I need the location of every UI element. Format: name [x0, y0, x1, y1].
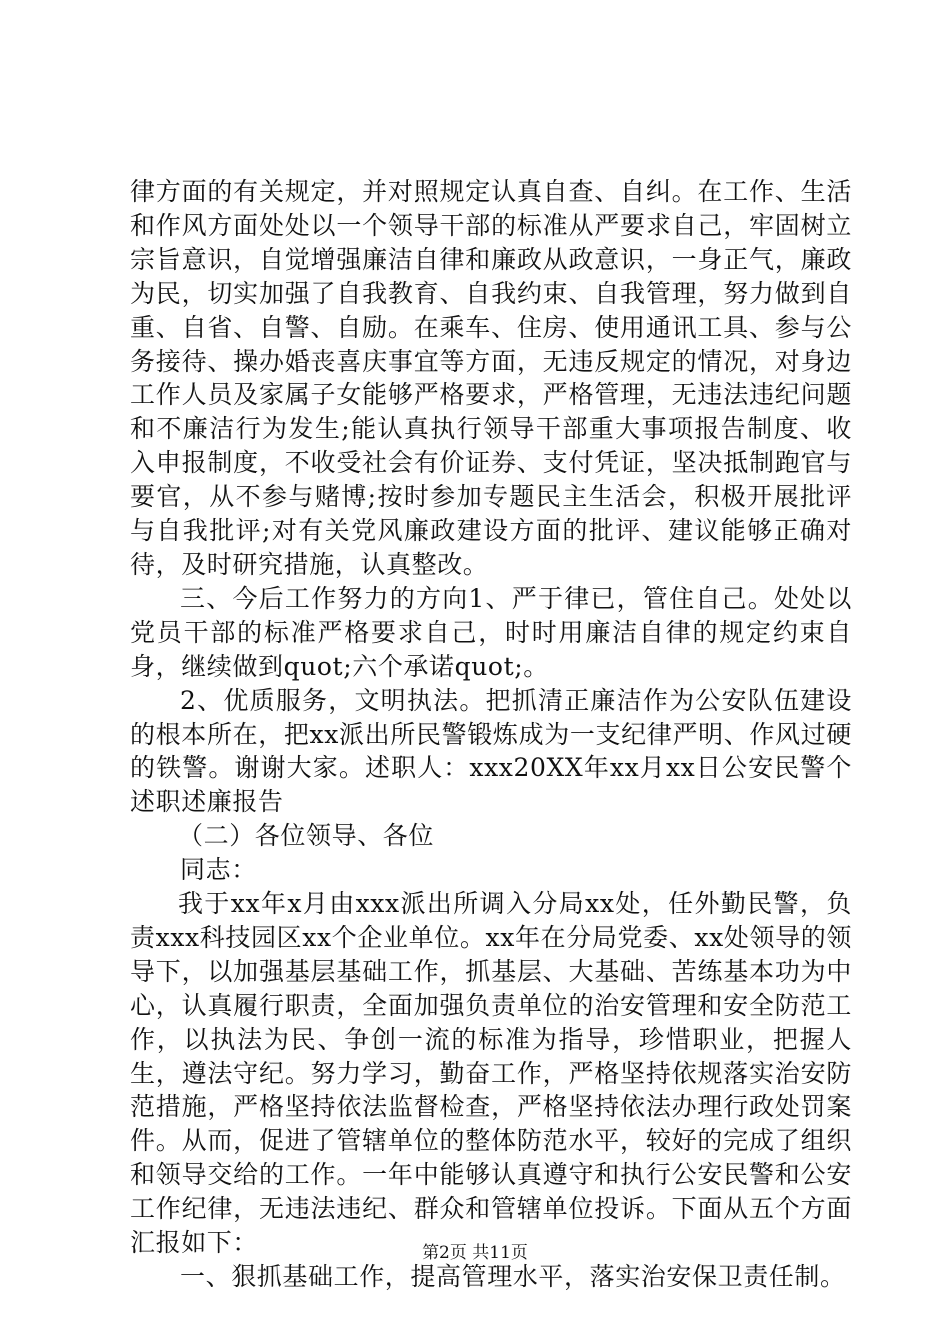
paragraph-future-direction: 三、今后工作努力的方向1、严于律已，管住自己。处处以党员干部的标准严格要求自己，时时用廉洁自律的规定约束自身，继续做到quot;六个承诺quot;。 [130, 583, 852, 681]
paragraph-continuation: 律方面的有关规定，并对照规定认真自查、自纠。在工作、生活和作风方面处处以一个领导干部的标准从严要求自己，牢固树立宗旨意识，自觉增强廉洁自律和廉政从政意识，一身正气，廉政为民，切实加强了自我教育、自我约束、自我管理，努力做到自重、自省、自警、自励。在乘车、住房、使用通讯工具、参与公务接待、操办婚丧喜庆事宜等方面，无违反规定的情况，对身边工作人员及家属子女能够严格要求，严格管理，无违法违纪问题和不廉洁行为发生;能认真执行领导干部重大事项报告制度、收入申报制度，不收受社会有价证券、支付凭证，坚决抵制跑官与要官，从不参与赌博;按时参加专题民主生活会，积极开展批评与自我批评;对有关党风廉政建设方面的批评、建议能够正确对待，及时研究措施，认真整改。 [130, 177, 852, 579]
document-body [130, 175, 852, 1294]
paragraph-section-two-heading: （二）各位领导、各位 [178, 821, 435, 851]
paragraph-quality-service: 2、优质服务，文明执法。把抓清正廉洁作为公安队伍建设的根本所在，把xx派出所民警锻炼成为一支纪律严明、作风过硬的铁警。谢谢大家。述职人：xxx20XX年xx月xx日公安民警个述职述廉报告 [130, 685, 852, 817]
paragraph-report-body: 我于xx年x月由xxx派出所调入分局xx处，任外勤民警，负责xxx科技园区xx个企业单位。xx年在分局党委、xx处领导的领导下，以加强基层基础工作，抓基层、大基础、苦练基本功为中心，认真履行职责，全面加强负责单位的治安管理和安全防范工作，以执法为民、争创一流的标准为指导，珍惜职业，把握人生，遵法守纪。努力学习，勤奋工作，严格坚持依规落实治安防范措施，严格坚持依法监督检查，严格坚持依法办理行政处罚案件。从而，促进了管辖单位的整体防范水平，较好的完成了组织和领导交给的工作。一年中能够认真遵守和执行公安民警和公安工作纪律，无违法违纪、群众和管辖单位投诉。下面从五个方面汇报如下： [130, 889, 852, 1258]
paragraph-point-one: 一、狠抓基础工作，提高管理水平，落实治安保卫责任制。 [180, 1262, 846, 1291]
page-footer: 第2页 共11页 [422, 1243, 528, 1263]
paragraph-salutation: 同志： [180, 855, 257, 885]
